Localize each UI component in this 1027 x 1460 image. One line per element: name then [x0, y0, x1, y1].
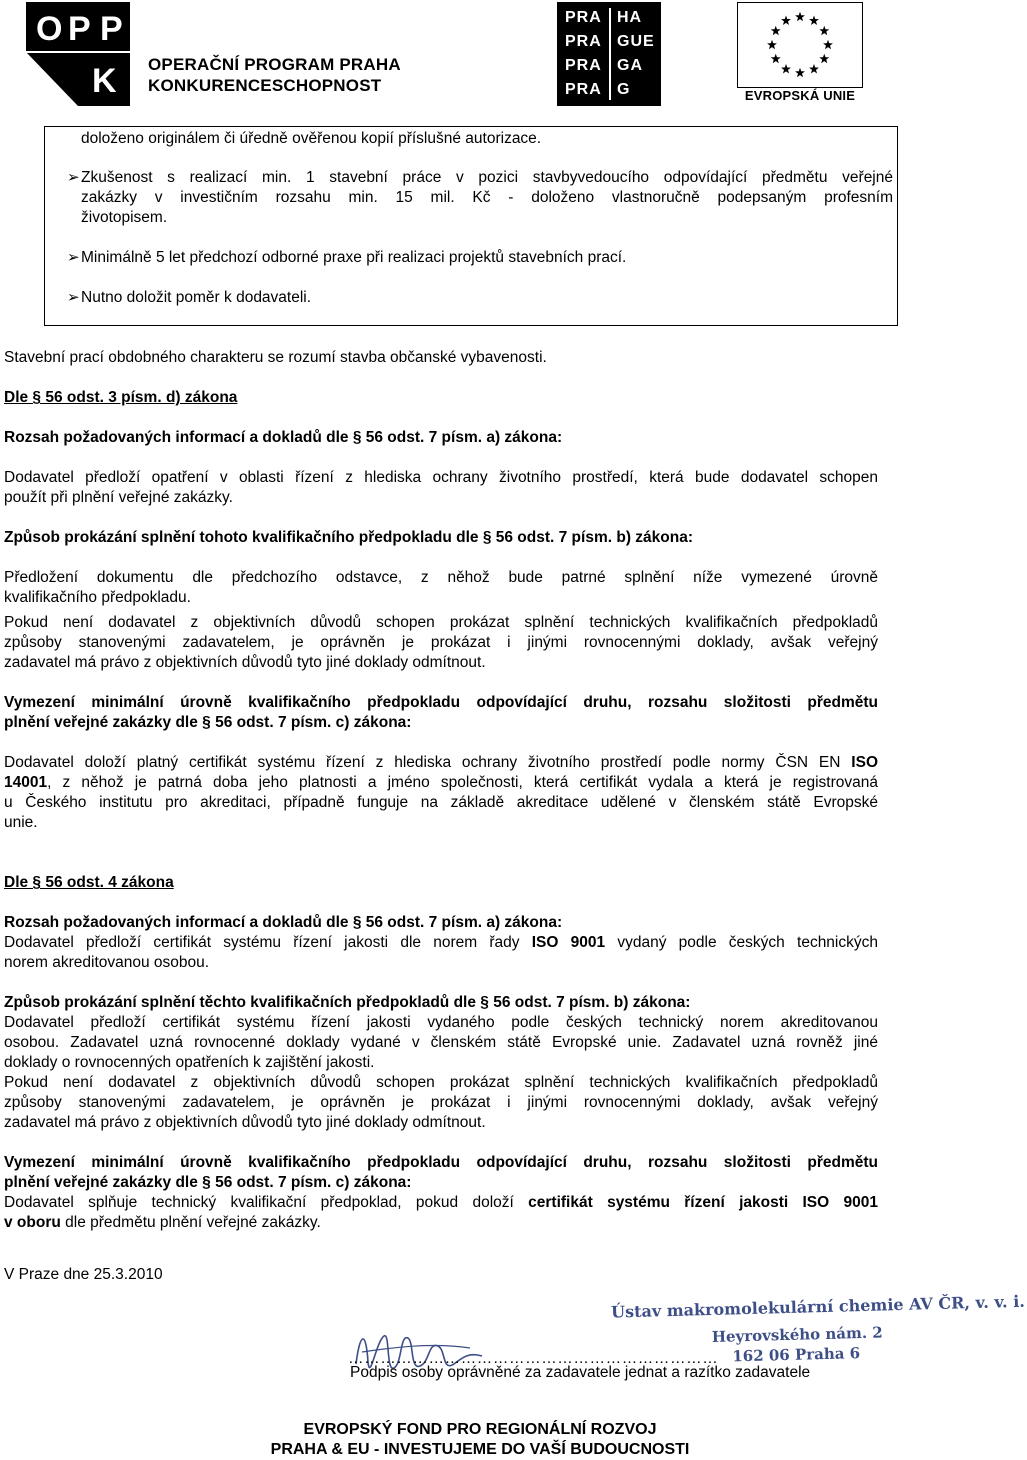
iso-9001-paragraph [4, 933, 878, 973]
box-item-1-line-3: životopisem. [81, 209, 168, 226]
heading-line: plnění veřejné zakázky dle § 56 odst. 7 písm. c) zákona: [4, 714, 412, 731]
eu-logo [737, 2, 863, 104]
opp-logo-text [148, 54, 401, 96]
text-run-bold: ISO [851, 754, 878, 771]
text-run-bold: v oboru [4, 1214, 61, 1231]
praha-cell: PRA [565, 33, 602, 50]
paragraph-line: Pokud není dodavatel z objektivních důvodů schopen prokázat splnění technických kvalifikačních předpokladů [4, 614, 878, 631]
signature-caption: Podpis osoby oprávněné za zadavatele jednat a razítko zadavatele [350, 1364, 811, 1381]
date-line: V Praze dne 25.3.2010 [4, 1266, 163, 1283]
box-line-intro: doloženo originálem či úředně ověřenou kopií příslušné autorizace. [81, 130, 542, 147]
opp-line-1: OPERAČNÍ PROGRAM PRAHA [148, 55, 401, 74]
paragraph-line: zadavatel má právo z objektivních důvodů tyto jiné doklady odmítnout. [4, 1114, 486, 1131]
praha-cell: GUE [617, 33, 655, 50]
stamp-line-1: Ústav makromolekulární chemie AV ČR, v. v. i. [610, 1291, 1026, 1322]
paragraph-line: norem akreditovanou osobou. [4, 954, 210, 971]
praha-cell: PRA [565, 57, 602, 74]
heading-line: plnění veřejné zakázky dle § 56 odst. 7 písm. c) zákona: [4, 1174, 412, 1191]
eu-star-icon [819, 26, 829, 35]
opp-triangle-icon [26, 52, 130, 106]
box-item-1-line-1: Zkušenost s realizací min. 1 stavební práce v pozici stavbyvedoucího odpovídající předmětu veřejné [81, 169, 893, 186]
opp-line-2: KONKURENCESCHOPNOST [148, 76, 382, 95]
eu-star-icon [771, 26, 781, 35]
paragraph-line: doklady o rovnocenných opatřeních k zajištění jakosti. [4, 1054, 375, 1071]
zpusob-heading-2: Způsob prokázání splnění těchto kvalifikačních předpokladů dle § 56 odst. 7 písm. b) zákona: [4, 994, 691, 1011]
eu-star-icon [771, 54, 781, 63]
signature-line: …………………………………………………………… [348, 1350, 719, 1367]
eu-stars-icon [738, 3, 862, 87]
eu-star-icon [809, 64, 819, 73]
paragraph-line: u Českého institutu pro akreditaci, případně funguje na základě akreditace udělené v členském státě Evropské [4, 794, 878, 811]
stavebni-text: Stavební prací obdobného charakteru se rozumí stavba občanské vybavenosti. [4, 349, 547, 366]
opp-letter-p1: P [68, 10, 91, 48]
requirements-box [44, 126, 898, 326]
paragraph-line: Pokud není dodavatel z objektivních důvodů schopen prokázat splnění technických kvalifikačních předpokladů [4, 1074, 878, 1091]
paragraph-line [4, 1213, 878, 1233]
paragraph-line: zadavatel má právo z objektivních důvodů tyto jiné doklady odmítnout. [4, 654, 486, 671]
text-run-bold: certifikát systému řízení jakosti ISO 9001 [528, 1194, 878, 1211]
praha-cell: PRA [565, 81, 602, 98]
eu-star-icon [823, 40, 833, 49]
rozsah-heading-2: Rozsah požadovaných informací a dokladů dle § 56 odst. 7 písm. a) zákona: [4, 914, 563, 931]
paragraph-line: osobou. Zadavatel uzná rovnocenné doklady vydané v členském státě Evropské unie. Zadavatel uzná rovněž jiné [4, 1034, 878, 1051]
pokud-paragraph-1 [4, 613, 878, 673]
praha-cell: G [617, 81, 631, 98]
eu-star-icon [809, 16, 819, 25]
paragraph-line: způsoby stanovenými zadavatelem, je oprávněn je prokázat i jinými rovnocennými doklady, avšak veřejný [4, 634, 878, 651]
arrow-bullet-icon: ➢ [67, 169, 80, 186]
zpusob-heading-1: Způsob prokázání splnění tohoto kvalifikačního předpokladu dle § 56 odst. 7 písm. b) zákona: [4, 529, 693, 546]
paragraph-line: Předložení dokumentu dle předchozího odstavce, z něhož bude patrné splnění níže vymezené úrovně [4, 569, 878, 586]
opp-letter-k: K [92, 62, 117, 100]
eu-star-icon [795, 68, 805, 77]
heading-line: Vymezení minimální úrovně kvalifikačního předpokladu odpovídající druhu, rozsahu složitosti předmětu [4, 694, 878, 711]
stamp-line-2: Heyrovského nám. 2 [711, 1323, 883, 1346]
eu-flag-icon [737, 2, 863, 88]
text-run: dle předmětu plnění veřejné zakázky. [60, 1214, 321, 1231]
text-run: Dodavatel doloží platný certifikát systému řízení z hlediska ochrany životního prostředí podle normy ČSN EN [4, 754, 852, 771]
paragraph-line: Dodavatel předloží opatření v oblasti řízení z hlediska ochrany životního prostředí, která bude dodavatel schopen [4, 469, 878, 486]
footer-line-2: PRAHA & EU - INVESTUJEME DO VAŠÍ BUDOUCNOSTI [270, 1441, 690, 1458]
box-item-3: Nutno doložit poměr k dodavateli. [81, 289, 312, 306]
opp-logo [26, 2, 436, 106]
splnuje-paragraph [4, 1193, 878, 1233]
section-heading-dle-4: Dle § 56 odst. 4 zákona [4, 874, 174, 891]
text-run: vydaný podle českých technických [605, 934, 878, 951]
text-run-bold: 14001 [4, 774, 48, 791]
eu-star-icon [767, 40, 777, 49]
text-run: , z něhož je patrná doba jeho platnosti a jméno společnosti, která certifikát vydala a která je registrovaná [47, 774, 878, 791]
paragraph-line [4, 753, 878, 773]
opp-letter-p2: P [100, 10, 123, 48]
vymezeni-heading-2 [4, 1153, 878, 1193]
paragraph-line [4, 773, 878, 793]
praha-cell: HA [617, 9, 643, 26]
iso-14001-paragraph [4, 753, 878, 833]
paragraph-line [4, 933, 878, 953]
box-item-2: Minimálně 5 let předchozí odborné praxe při realizaci projektů stavebních prací. [81, 249, 627, 266]
paragraph-line: použít při plnění veřejné zakázky. [4, 489, 233, 506]
praha-cell: GA [617, 57, 643, 74]
vymezeni-heading-1 [4, 693, 878, 733]
box-item-1-line-2: zakázky v investičním rozsahu min. 15 mil. Kč - doloženo vlastnoručně podepsaným profesním [81, 189, 893, 206]
eu-star-icon [781, 64, 791, 73]
rozsah-heading-1: Rozsah požadovaných informací a dokladů dle § 56 odst. 7 písm. a) zákona: [4, 429, 563, 446]
praha-logo-divider [609, 8, 611, 100]
section-heading-dle-3: Dle § 56 odst. 3 písm. d) zákona [4, 389, 238, 406]
stamp-line-3: 162 06 Praha 6 [732, 1344, 861, 1366]
text-run-bold: ISO 9001 [531, 934, 606, 951]
opp-letter-o: O [36, 10, 63, 48]
eu-caption: EVROPSKÁ UNIE [744, 88, 856, 103]
pokud-paragraph-2 [4, 1073, 878, 1133]
paragraph-line: způsoby stanovenými zadavatelem, je oprávněn je prokázat i jinými rovnocennými doklady, avšak veřejný [4, 1094, 878, 1111]
paragraph-line [4, 1193, 878, 1213]
praha-logo [557, 2, 661, 106]
eu-star-icon [795, 12, 805, 21]
heading-line: Vymezení minimální úrovně kvalifikačního předpokladu odpovídající druhu, rozsahu složitosti předmětu [4, 1154, 878, 1171]
footer-line-1: EVROPSKÝ FOND PRO REGIONÁLNÍ ROZVOJ [303, 1421, 657, 1438]
eu-star-icon [781, 16, 791, 25]
arrow-bullet-icon: ➢ [67, 249, 80, 266]
arrow-bullet-icon: ➢ [67, 289, 80, 306]
paragraph-line: Dodavatel předloží certifikát systému řízení jakosti vydaného podle českých technický norem akreditovanou [4, 1014, 878, 1031]
paragraph-line: kvalifikačního předpokladu. [4, 589, 191, 606]
paragraph-line: unie. [4, 814, 38, 831]
opatreni-paragraph [4, 468, 878, 508]
opp-logo-mark [26, 2, 130, 106]
certifikat-paragraph [4, 1013, 878, 1073]
eu-star-icon [819, 54, 829, 63]
predlozeni-paragraph [4, 568, 878, 608]
text-run: Dodavatel předloží certifikát systému řízení jakosti dle norem řady [4, 934, 532, 951]
praha-cell: PRA [565, 9, 602, 26]
text-run: Dodavatel splňuje technický kvalifikační předpoklad, pokud doloží [4, 1194, 529, 1211]
